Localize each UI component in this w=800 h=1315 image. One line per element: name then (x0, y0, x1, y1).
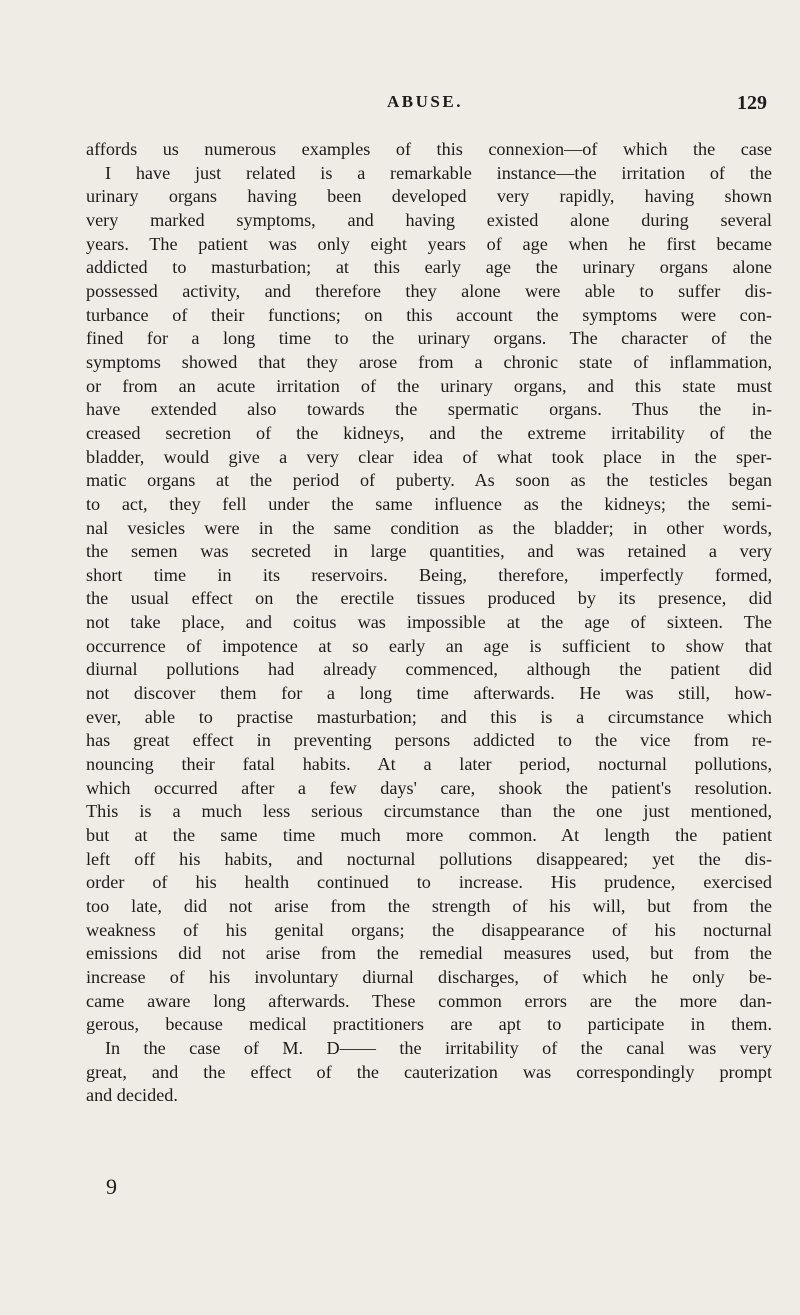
body-paragraph (86, 138, 772, 1108)
text-line: ever, able to practise masturbation; and this is a circumstance which (86, 706, 772, 727)
text-line: occurrence of impotence at so early an age is sufficient to show that (86, 635, 772, 656)
signature-mark: 9 (106, 1174, 117, 1199)
text-line: or from an acute irritation of the urinary organs, and this state must (86, 375, 772, 396)
text-line: increase of his involuntary diurnal discharges, of which he only be- (86, 966, 772, 987)
text-line: to act, they fell under the same influence as the kidneys; the semi- (86, 493, 772, 514)
running-title: ABUSE. (387, 92, 463, 111)
text-line: not take place, and coitus was impossible at the age of sixteen. The (86, 612, 772, 633)
text-line: left off his habits, and nocturnal pollutions disappeared; yet the dis- (86, 848, 772, 869)
running-head (83, 92, 767, 118)
text-line: turbance of their functions; on this account the symptoms were con- (86, 304, 772, 325)
text-line: emissions did not arise from the remedial measures used, but from the (86, 943, 772, 964)
text-line: urinary organs having been developed very rapidly, having shown (86, 186, 772, 207)
text-line: very marked symptoms, and having existed alone during several (86, 209, 772, 230)
text-line: addicted to masturbation; at this early age the urinary organs alone (86, 257, 772, 278)
text-line: order of his health continued to increase. His prudence, exercised (86, 872, 772, 893)
text-line: I have just related is a remarkable instance—the irritation of the (105, 162, 772, 183)
text-line: This is a much less serious circumstance than the one just mentioned, (86, 801, 772, 822)
text-line: nal vesicles were in the same condition as the bladder; in other words, (86, 517, 772, 538)
text-line: short time in its reservoirs. Being, therefore, imperfectly formed, (86, 564, 772, 585)
text-line: years. The patient was only eight years of age when he first became (86, 233, 772, 254)
text-line: affords us numerous examples of this connexion—of which the case (86, 139, 772, 159)
text-line: too late, did not arise from the strength of his will, but from the (86, 896, 772, 916)
text-line: the usual effect on the erectile tissues produced by its presence, did (86, 588, 772, 609)
text-line: weakness of his genital organs; the disappearance of his nocturnal (86, 919, 772, 940)
text-line: and decided. (86, 1085, 178, 1106)
text-line: creased secretion of the kidneys, and the extreme irritability of the (86, 422, 772, 443)
text-line: possessed activity, and therefore they alone were able to suffer dis- (86, 280, 772, 301)
text-line: diurnal pollutions had already commenced, although the patient did (86, 659, 772, 680)
page-number: 129 (737, 92, 767, 114)
text-line: the semen was secreted in large quantities, and was retained a very (86, 541, 772, 562)
text-line: gerous, because medical practitioners are apt to participate in them. (86, 1014, 772, 1035)
text-line: bladder, would give a very clear idea of what took place in the sper- (86, 446, 772, 467)
text-line: came aware long afterwards. These common errors are the more dan- (86, 990, 772, 1011)
text-line: matic organs at the period of puberty. As soon as the testicles began (86, 470, 772, 491)
text-line: but at the same time much more common. At length the patient (86, 825, 772, 846)
text-line: symptoms showed that they arose from a chronic state of inflammation, (86, 351, 772, 372)
text-line: have extended also towards the spermatic organs. Thus the in- (86, 399, 772, 420)
text-line: In the case of M. D—— the irritability of the canal was very (105, 1037, 772, 1058)
text-line: which occurred after a few days' care, shook the patient's resolution. (86, 777, 772, 798)
text-line: not discover them for a long time afterwards. He was still, how- (86, 683, 772, 704)
text-line: great, and the effect of the cauterization was correspondingly prompt (86, 1061, 772, 1082)
text-line: fined for a long time to the urinary organs. The character of the (86, 328, 772, 349)
text-line: has great effect in preventing persons addicted to the vice from re- (86, 730, 772, 751)
text-line: nouncing their fatal habits. At a later period, nocturnal pollutions, (86, 754, 772, 775)
